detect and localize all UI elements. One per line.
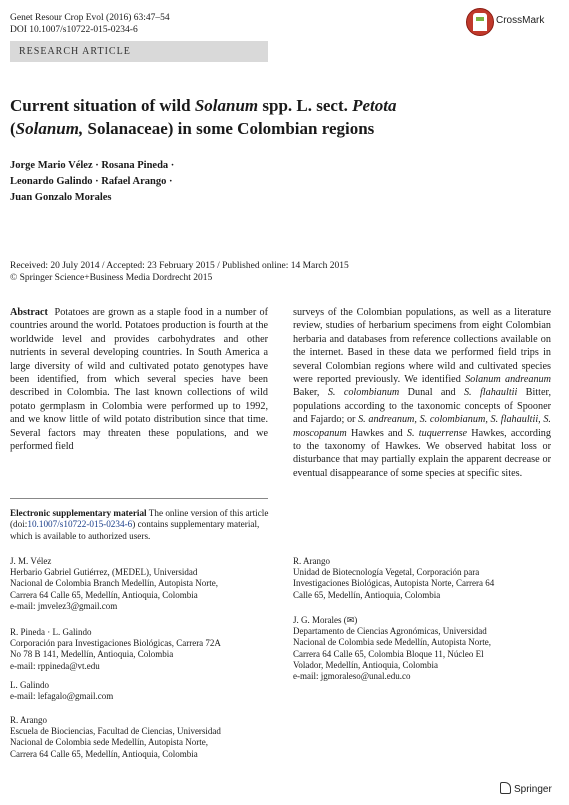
article-type-label: RESEARCH ARTICLE <box>19 46 131 57</box>
affiliation-galindo: L. Galindo e-mail: lefagalo@gmail.com <box>10 680 114 702</box>
author-line-1: Jorge Mario Vélez · Rosana Pineda · <box>10 160 175 171</box>
affiliation-morales: J. G. Morales (✉) Departamento de Ciencias Agronómicas, Universidad Nacional de Colombia sede Medellín, Autopista Norte, Carrera 64 Calle 65, Colombia Bloque 11, Núcleo El Volador, Medellín, Antioquia, Colombia e-mail: jgmoraleso@unal.edu.co <box>293 615 491 682</box>
supplementary-note: Electronic supplementary material The online version of this article (doi:10.1007/s10722-015-0234-6) contains supplementary material, which is available to authorized users. <box>10 508 269 541</box>
crossmark-label: CrossMark <box>496 15 545 26</box>
affiliation-velez: J. M. Vélez Herbario Gabriel Gutiérrez, (MEDEL), Universidad Nacional de Colombia Branch Medellín, Autopista Norte, Carrera 64 Calle 65, Medellín, Antioquia, Colombia e-mail: jmvelez3@gmail.com <box>10 556 218 611</box>
journal-line: Genet Resour Crop Evol (2016) 63:47–54 <box>10 13 170 23</box>
abstract-left-column <box>10 306 268 453</box>
abstract-heading: Abstract <box>10 307 48 318</box>
publication-dates <box>10 260 349 284</box>
springer-horse-icon <box>500 782 511 794</box>
affiliation-arango-1: R. Arango Escuela de Biociencias, Facultad de Ciencias, Universidad Nacional de Colombia sede Medellín, Autopista Norte, Carrera 64 Calle 65, Medellín, Antioquia, Colombia <box>10 715 221 759</box>
doi-link[interactable]: 10.1007/s10722-015-0234-6 <box>27 519 133 530</box>
doi-line: DOI 10.1007/s10722-015-0234-6 <box>10 25 138 35</box>
abstract-text-left: Potatoes are grown as a staple food in a number of countries around the world. Potatoes production is fourth at the worldwide level and provides carbohydrates and other nutrients in several developing countries. In South America a large diversity of wild and cultivated potato genotypes have been identified, from which several species have been described in Colombia. The last known collections of wild potato germplasm in Colombia were performed up to 1992, and we know little of wild potato distribution since that time. Several factors may threaten these populations, and we performed field <box>10 307 268 453</box>
abstract-right-column: surveys of the Colombian populations, as well as a literature review, studies of herbarium specimens from eight Colombian herbaria and databases from reference collections available on the internet. Based in these data we performed field trips in several Colombian regions where wild and cultivated species were reported previously. We identified Solanum andreanum Baker, S. colombianum Dunal and S. flahaultii Bitter, populations according to the taxonomic concepts of Spooner and Fajardo; or S. andreanum, S. colombianum, S. flahaultii, S. moscopanum Hawkes and S. tuquerrense Hawkes, according to the taxonomy of Hawkes. We observed habitat loss or disturbance that may partially explain the apparent decrease or eventual disappearance of some species at specific sites. <box>293 307 552 479</box>
author-line-3: Juan Gonzalo Morales <box>10 192 112 203</box>
received-accepted-line: Received: 20 July 2014 / Accepted: 23 February 2015 / Published online: 14 March 2015 <box>10 261 349 271</box>
publisher-name: Springer <box>514 784 552 795</box>
journal-citation <box>10 12 170 36</box>
article-title: Current situation of wild Solanum spp. L. sect. Petota (Solanum, Solanaceae) in some Colombian regions <box>10 96 397 138</box>
crossmark-icon <box>466 8 494 36</box>
crossmark-badge[interactable] <box>466 8 556 38</box>
article-type-banner <box>10 41 268 62</box>
author-list <box>10 158 270 206</box>
esm-heading: Electronic supplementary material <box>10 508 147 518</box>
affiliation-arango-2: R. Arango Unidad de Biotecnología Vegetal, Corporación para Investigaciones Biológicas, Autopista Norte, Carrera 64 Calle 65, Medellín, Antioquia, Colombia <box>293 556 495 600</box>
copyright-line: © Springer Science+Business Media Dordrecht 2015 <box>10 273 213 283</box>
author-line-2: Leonardo Galindo · Rafael Arango · <box>10 176 173 187</box>
publisher-logo <box>500 782 552 795</box>
affiliation-pineda-galindo: R. Pineda · L. Galindo Corporación para Investigaciones Biológicas, Carrera 72A No 78 B 141, Medellín, Antioquia, Colombia e-mail: rppineda@vt.edu <box>10 627 221 671</box>
divider <box>10 498 268 499</box>
